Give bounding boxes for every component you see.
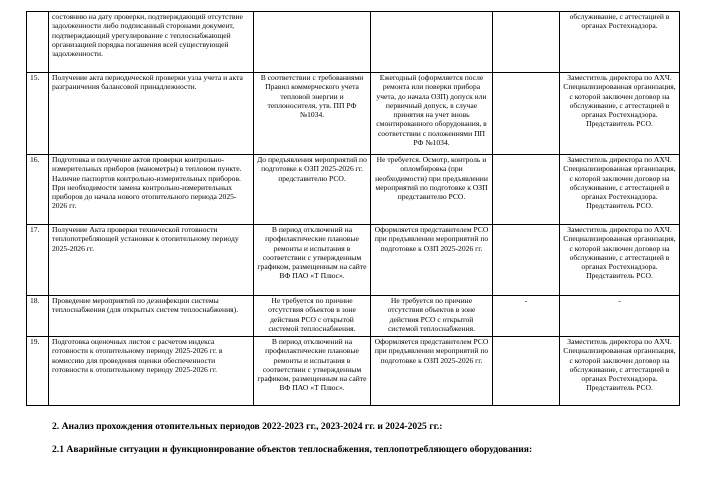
basis-cell: Не требуется по причине отсутствия объектов в зоне действия РСО с открытой системой теплоснабжения. (254, 296, 371, 337)
responsible-cell: Заместитель директора по АХЧ. Специализированная организация, с которой заключен договор на обслуживание, с аттестацией в органах Ростехнадзора. Представитель РСО. (560, 225, 680, 296)
basis-cell: В соответствии с требованиями Правил коммерческого учета тепловой энергии и теплоносителя, утв. ПП РФ №1034. (254, 73, 371, 155)
subsection-heading: 2.1 Аварийные ситуации и функционирование объектов теплоснабжения, теплопотребляющего оборудования: (52, 444, 533, 455)
empty-cell (493, 73, 560, 155)
row-number: 15. (27, 73, 49, 155)
table-row (27, 225, 680, 296)
table-row (27, 296, 680, 337)
row-number: 17. (27, 225, 49, 296)
table-row (27, 73, 680, 155)
term-cell (371, 12, 493, 73)
basis-cell: До предъявления мероприятий по подготовке к ОЗП 2025-2026 гг. представителю РСО. (254, 155, 371, 225)
term-cell: Ежегодный (оформляется после ремонта или поверки прибора учета, до начала ОЗП) допуск или первичный допуск, в случае принятия на учет вновь смонтированного оборудования, в соответствии с положениями ПП РФ №1034. (371, 73, 493, 155)
row-number: 19. (27, 337, 49, 406)
task-cell: состоянию на дату проверки, подтверждающий отсутствие задолженности либо подписанный сторонами документ, подтверждающий урегулирование с теплоснабжающей организацией порядка погашения всей существующей задолженности. (49, 12, 254, 73)
term-cell: Оформляется представителем РСО при предъявлении мероприятий по подготовке к ОЗП 2025-2026 гг. (371, 337, 493, 406)
basis-cell (254, 12, 371, 73)
row-number: 18. (27, 296, 49, 337)
term-cell: Не требуется. Осмотр, контроль и опломбировка (при необходимости) при предъявлении мероприятий по подготовке к ОЗП представителю РСО. (371, 155, 493, 225)
row-number (27, 12, 49, 73)
table-row (27, 337, 680, 406)
responsible-cell: Заместитель директора по АХЧ. Специализированная организация, с которой заключен договор на обслуживание, с аттестацией в органах Ростехнадзора. Представитель РСО. (560, 337, 680, 406)
empty-cell (493, 12, 560, 73)
row-number: 16. (27, 155, 49, 225)
empty-cell (493, 155, 560, 225)
term-cell: Не требуется по причине отсутствия объектов в зоне действия РСО с открытой системой теплоснабжения. (371, 296, 493, 337)
responsible-cell: Заместитель директора по АХЧ. Специализированная организация, с которой заключен договор на обслуживание, с аттестацией в органах Ростехнадзора. Представитель РСО. (560, 73, 680, 155)
task-cell: Проведение мероприятий по дезинфекции системы теплоснабжения (для открытых систем теплоснабжения). (49, 296, 254, 337)
task-cell: Подготовка и получение актов проверки контрольно-измерительных приборов (манометры) в тепловом пункте. Наличие паспортов контрольно-измерительных приборов. При необходимости замена контрольно-измерительных приборов до начала нового отопительного периода 2025-2026 гг. (49, 155, 254, 225)
task-cell: Получение акта периодической проверки узла учета и акта разграничения балансовой принадлежности. (49, 73, 254, 155)
empty-cell (493, 337, 560, 406)
section-heading: 2. Анализ прохождения отопительных периодов 2022-2023 гг., 2023-2024 гг. и 2024-2025 гг.: (52, 421, 443, 432)
table-row (27, 12, 680, 73)
responsible-cell: обслуживание, с аттестацией в органах Ростехнадзора. (560, 12, 680, 73)
table-row (27, 155, 680, 225)
dash-cell: - (493, 296, 560, 337)
empty-cell (493, 225, 560, 296)
responsible-cell: Заместитель директора по АХЧ. Специализированная организация, с которой заключен договор на обслуживание, с аттестацией в органах Ростехнадзора. Представитель РСО. (560, 155, 680, 225)
term-cell: Оформляется представителем РСО при предъявлении мероприятий по подготовке к ОЗП 2025-2026 гг. (371, 225, 493, 296)
task-cell: Получение Акта проверки технической готовности теплопотребляющей установки к отопительному периоду 2025-2026 гг. (49, 225, 254, 296)
task-cell: Подготовка оценочных листов с расчетом индекса готовности к отопительному периоду 2025-2026 гг. в комиссию для проведения оценки обеспеченности готовности к отопительному периоду 2025-2026 гг. (49, 337, 254, 406)
activities-table (26, 11, 680, 406)
responsible-cell: - (560, 296, 680, 337)
basis-cell: В период отключений на профилактические плановые ремонты и испытания в соответствии с утвержденным графиком, размещенным на сайте ВФ ПАО «Т Плюс». (254, 225, 371, 296)
basis-cell: В период отключений на профилактические плановые ремонты и испытания в соответствии с утвержденным графиком, размещенным на сайте ВФ ПАО «Т Плюс». (254, 337, 371, 406)
